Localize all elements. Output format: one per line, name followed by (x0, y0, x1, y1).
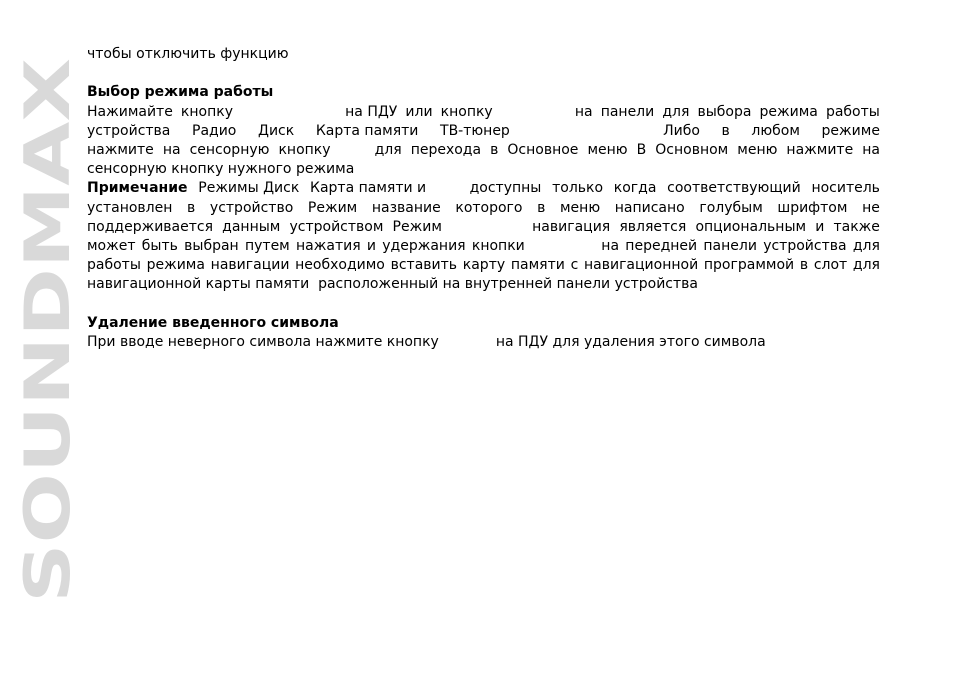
word: голубым (699, 199, 763, 216)
word: для (852, 237, 880, 254)
word: Режимы Диск (198, 180, 300, 197)
word: слот (813, 257, 848, 274)
word: навигация (532, 218, 611, 235)
word: режиме (821, 122, 880, 139)
word: выбран (184, 237, 239, 254)
word: носитель (811, 180, 880, 197)
word: ТВ-тюнер (440, 122, 510, 139)
word: на (162, 141, 181, 158)
word: навигационной (583, 257, 699, 274)
word: не (862, 199, 880, 216)
word: работы (825, 103, 880, 120)
note-line-2 (87, 199, 880, 218)
note-label: Примечание (87, 180, 188, 197)
word: является (619, 218, 687, 235)
word: перехода (410, 141, 482, 158)
mode-line-4 (87, 160, 880, 179)
text-segment: При вводе неверного символа нажмите кнопку (87, 333, 439, 350)
word: меню (737, 141, 778, 158)
word: может (87, 237, 136, 254)
word: в (537, 199, 546, 216)
word: или (405, 103, 433, 120)
word: меню (587, 141, 628, 158)
word: В (636, 141, 647, 158)
delete-line (87, 333, 880, 352)
word: только (552, 180, 604, 197)
word: которого (455, 199, 523, 216)
word: кнопку (180, 103, 233, 120)
word: режима (759, 103, 818, 120)
word: сенсорную (189, 141, 270, 158)
word: Карта памяти (315, 122, 419, 139)
word: для (852, 257, 880, 274)
word: программой (703, 257, 795, 274)
intro-text: чтобы отключить функцию (87, 46, 289, 62)
word: кнопку (278, 141, 331, 158)
note-line-4 (87, 237, 880, 256)
delete-heading: Удаление введенного символа (87, 314, 339, 331)
word: соответствующий (667, 180, 801, 197)
word: устройства (87, 122, 171, 139)
word: и (366, 237, 376, 254)
word: кнопки (471, 237, 525, 254)
text-line: навигационной карты памяти расположенный на внутренней панели устройства (87, 276, 698, 293)
word: шрифтом (777, 199, 848, 216)
note-line-6 (87, 275, 880, 294)
word: на ПДУ (345, 103, 398, 120)
word: памяти (510, 257, 565, 274)
word: в (799, 257, 809, 274)
note-line-5 (87, 256, 880, 275)
word: Основном (655, 141, 729, 158)
word: устройства (763, 237, 847, 254)
word: также (833, 218, 880, 235)
word: удержания (382, 237, 466, 254)
word: путем (244, 237, 290, 254)
word: установлен (87, 199, 173, 216)
word: Режим (307, 199, 358, 216)
document-body (87, 45, 880, 352)
word: меню (560, 199, 601, 216)
word: данным (222, 218, 281, 235)
spacer (87, 64, 880, 83)
word: название (371, 199, 441, 216)
word: работы (87, 257, 141, 274)
word: Нажимайте (87, 103, 173, 120)
word: в (187, 199, 196, 216)
word: и (815, 218, 825, 235)
word: нажмите (87, 141, 154, 158)
note-line-3 (87, 218, 880, 237)
word: на (862, 141, 880, 158)
word: быть (141, 237, 178, 254)
word: Основное (507, 141, 579, 158)
word: опциональным (695, 218, 807, 235)
mode-heading: Выбор режима работы (87, 84, 274, 101)
text-line: сенсорную кнопку нужного режима (87, 161, 355, 178)
word: с (570, 257, 579, 274)
word: на (601, 237, 620, 254)
soundmax-logo-graphic (11, 58, 84, 603)
word: Либо (663, 122, 700, 139)
word: для (662, 103, 690, 120)
word: режима (146, 257, 205, 274)
mode-line-2 (87, 122, 880, 141)
word: на (574, 103, 593, 120)
word: Диск (258, 122, 295, 139)
word: необходимо (295, 257, 385, 274)
word: выбора (697, 103, 752, 120)
word: устройство (209, 199, 294, 216)
word: нажатия (296, 237, 361, 254)
word: панели (703, 237, 757, 254)
intro-line (87, 45, 880, 64)
word: кнопку (440, 103, 493, 120)
spacer (87, 294, 880, 313)
note-line-1 (87, 179, 880, 198)
logo-text: SOUNDMAX (11, 194, 84, 603)
word: любом (751, 122, 800, 139)
word: нажмите (786, 141, 854, 158)
word: поддерживается (87, 218, 214, 235)
word: навигации (210, 257, 290, 274)
mode-heading-line (87, 83, 880, 102)
word: Режим (392, 218, 442, 235)
word: Карта памяти и (310, 180, 427, 197)
text-segment: на ПДУ для удаления этого символа (495, 333, 766, 350)
delete-heading-line (87, 314, 880, 333)
mode-line-3 (87, 141, 880, 160)
word: карту (462, 257, 506, 274)
word: для (374, 141, 402, 158)
word: когда (613, 180, 657, 197)
soundmax-logo (11, 58, 84, 603)
word: в (721, 122, 730, 139)
word: доступны (469, 180, 542, 197)
word: в (490, 141, 499, 158)
word: устройством (289, 218, 384, 235)
word: панели (600, 103, 655, 120)
word: написано (614, 199, 685, 216)
word: Радио (192, 122, 237, 139)
mode-line-1 (87, 103, 880, 122)
word: передней (625, 237, 698, 254)
word: вставить (390, 257, 458, 274)
